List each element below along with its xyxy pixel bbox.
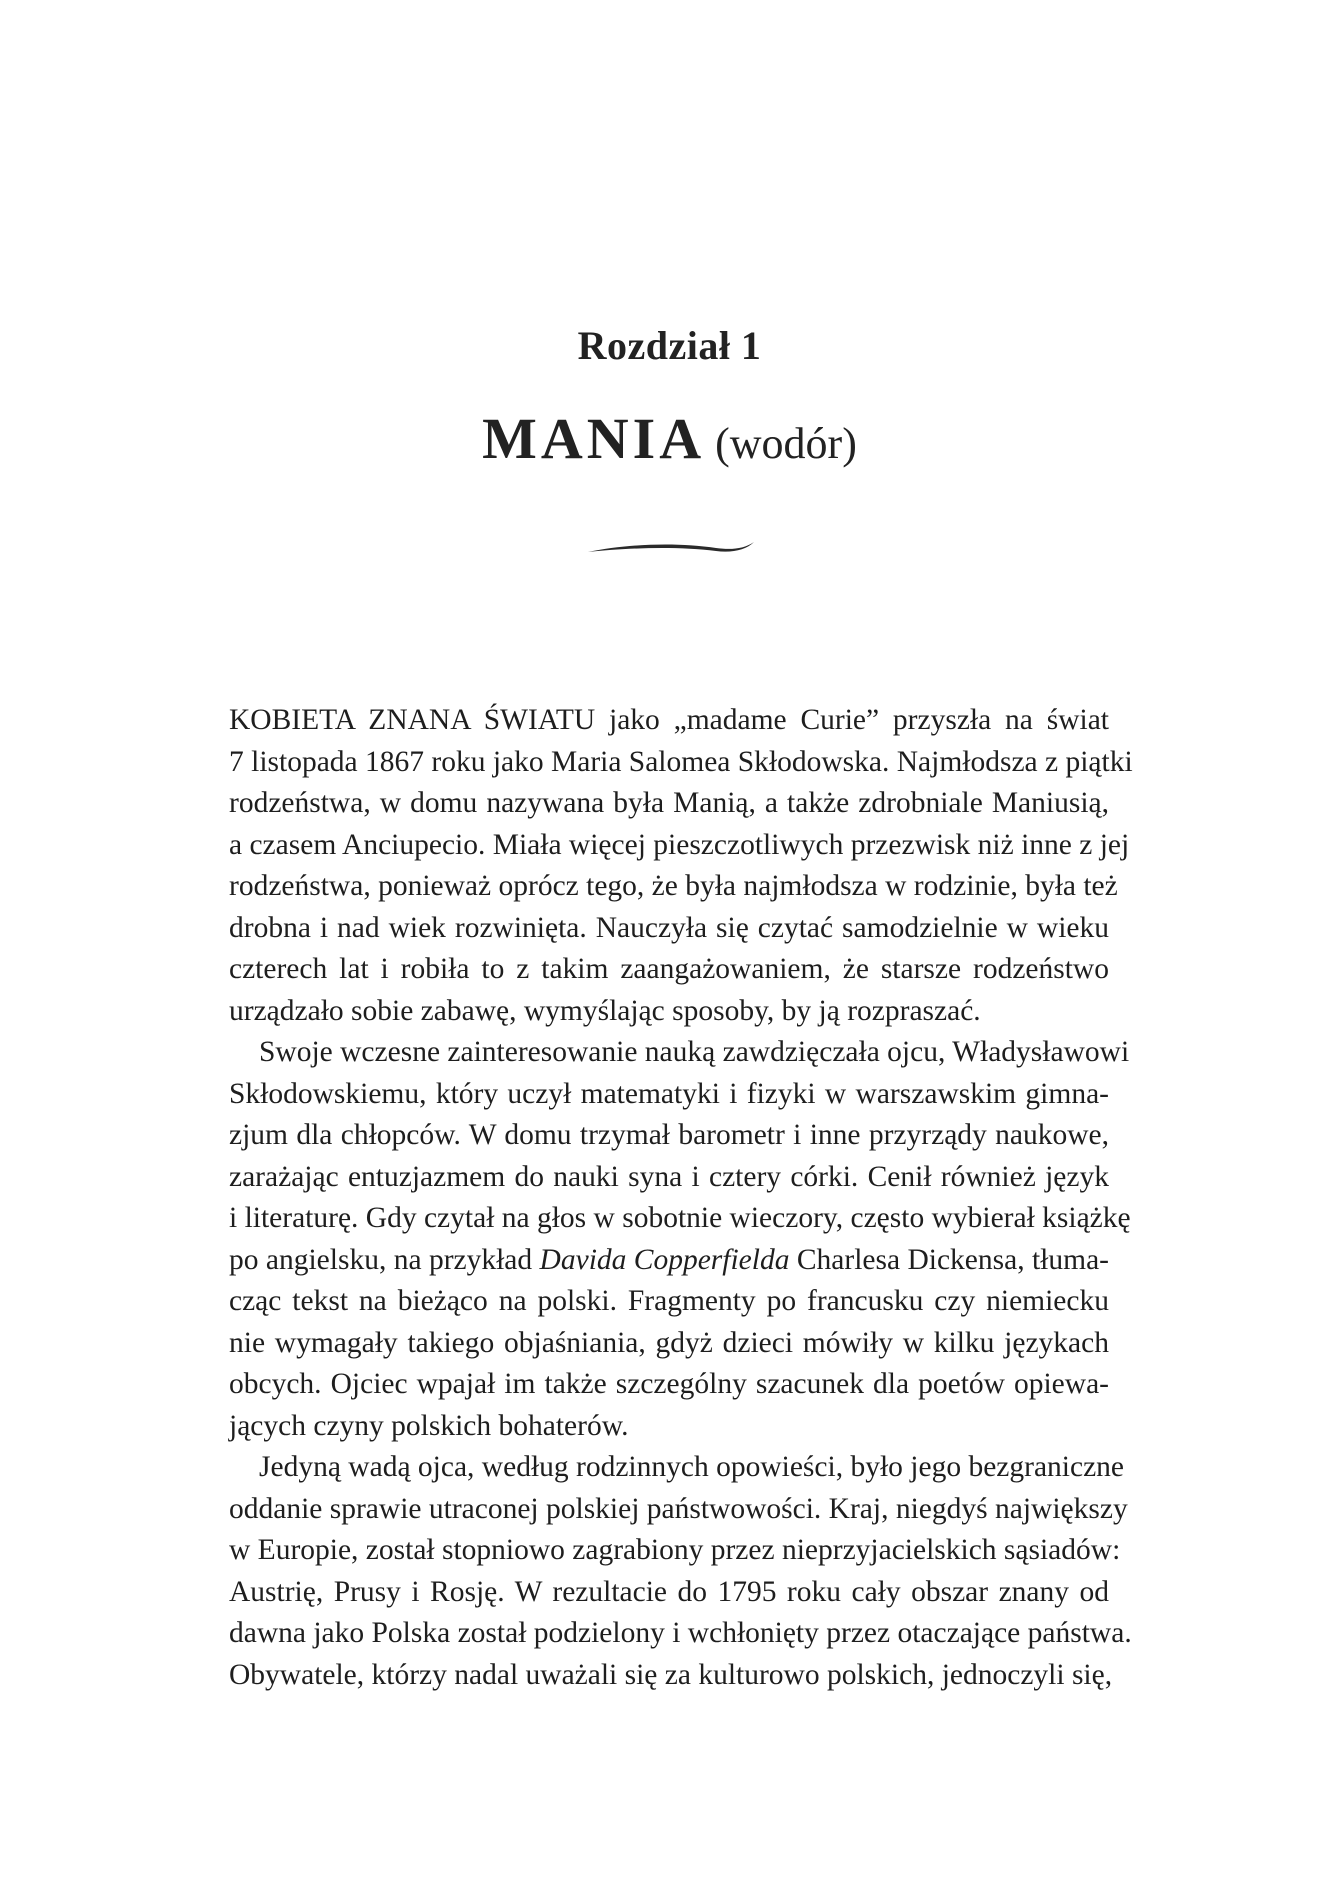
text-line: a czasem Anciupecio. Miała więcej pieszczotliwych przezwisk niż inne z jej bbox=[229, 828, 1130, 861]
text-line: jących czyny polskich bohaterów. bbox=[229, 1409, 629, 1442]
text-line: Swoje wczesne zainteresowanie nauką zawdzięczała ojcu, Władysławowi bbox=[259, 1036, 1130, 1068]
text-line: Austrię, Prusy i Rosję. W rezultacie do 1795 roku cały obszar znany od bbox=[229, 1575, 1109, 1608]
text-run: po angielsku, na przykład bbox=[229, 1243, 533, 1276]
text-line: urządzało sobie zabawę, wymyślając sposoby, by ją rozpraszać. bbox=[229, 994, 981, 1027]
text-run: Charlesa Dickensa, tłuma- bbox=[796, 1243, 1109, 1276]
text-line: nie wymagały takiego objaśniania, gdyż dzieci mówiły w kilku językach bbox=[229, 1326, 1109, 1359]
text-line: KOBIETA ZNANA ŚWIATU jako „madame Curie” przyszła na świat bbox=[229, 704, 1109, 736]
chapter-title-main: MANIA bbox=[482, 406, 706, 471]
text-line: dawna jako Polska został podzielony i wchłonięty przez otaczające państwa. bbox=[229, 1617, 1132, 1649]
paragraph-1 bbox=[229, 700, 1133, 1032]
text-line: zarażając entuzjazmem do nauki syna i cztery córki. Cenił również język bbox=[229, 1160, 1109, 1193]
book-title-italic: Davida Copperfielda bbox=[539, 1243, 790, 1276]
text-line: rodzeństwa, ponieważ oprócz tego, że była najmłodsza w rodzinie, była też bbox=[229, 870, 1118, 902]
text-line: obcych. Ojciec wpajał im także szczególny szacunek dla poetów opiewa- bbox=[229, 1368, 1109, 1400]
text-line: drobna i nad wiek rozwinięta. Nauczyła się czytać samodzielnie w wieku bbox=[229, 911, 1109, 944]
text-line-mixed bbox=[229, 1240, 1109, 1282]
text-line: i literaturę. Gdy czytał na głos w sobotnie wieczory, często wybierał książkę bbox=[229, 1202, 1131, 1234]
text-line: Jedyną wadą ojca, według rodzinnych opowieści, było jego bezgraniczne bbox=[259, 1451, 1125, 1483]
paragraph-2 bbox=[229, 1032, 1131, 1447]
text-line: w Europie, został stopniowo zagrabiony przez nieprzyjacielskich sąsiadów: bbox=[229, 1534, 1121, 1566]
text-line: zjum dla chłopców. W domu trzymał barometr i inne przyrządy naukowe, bbox=[229, 1119, 1109, 1151]
text-line: oddanie sprawie utraconej polskiej państwowości. Kraj, niegdyś największy bbox=[229, 1492, 1128, 1525]
chapter-title-subtitle: (wodór) bbox=[715, 419, 857, 468]
text-line: rodzeństwa, w domu nazywana była Manią, a także zdrobniale Maniusią, bbox=[229, 787, 1109, 819]
text-line: czterech lat i robiła to z takim zaangażowaniem, że starsze rodzeństwo bbox=[229, 953, 1109, 985]
text-line: Obywatele, którzy nadal uważali się za kulturowo polskich, jednoczyli się, bbox=[229, 1658, 1113, 1691]
text-line: Skłodowskiemu, który uczył matematyki i fizyki w warszawskim gimna- bbox=[229, 1077, 1109, 1110]
text-line: cząc tekst na bieżąco na polski. Fragmenty po francusku czy niemiecku bbox=[229, 1285, 1109, 1317]
chapter-label: Rozdział 1 bbox=[577, 323, 762, 368]
ornament-swash-icon bbox=[586, 538, 756, 558]
body-text bbox=[229, 700, 1133, 1696]
paragraph-3 bbox=[229, 1447, 1132, 1696]
chapter-title bbox=[0, 405, 1339, 472]
text-line: 7 listopada 1867 roku jako Maria Salomea Skłodowska. Najmłodsza z piątki bbox=[229, 745, 1133, 778]
